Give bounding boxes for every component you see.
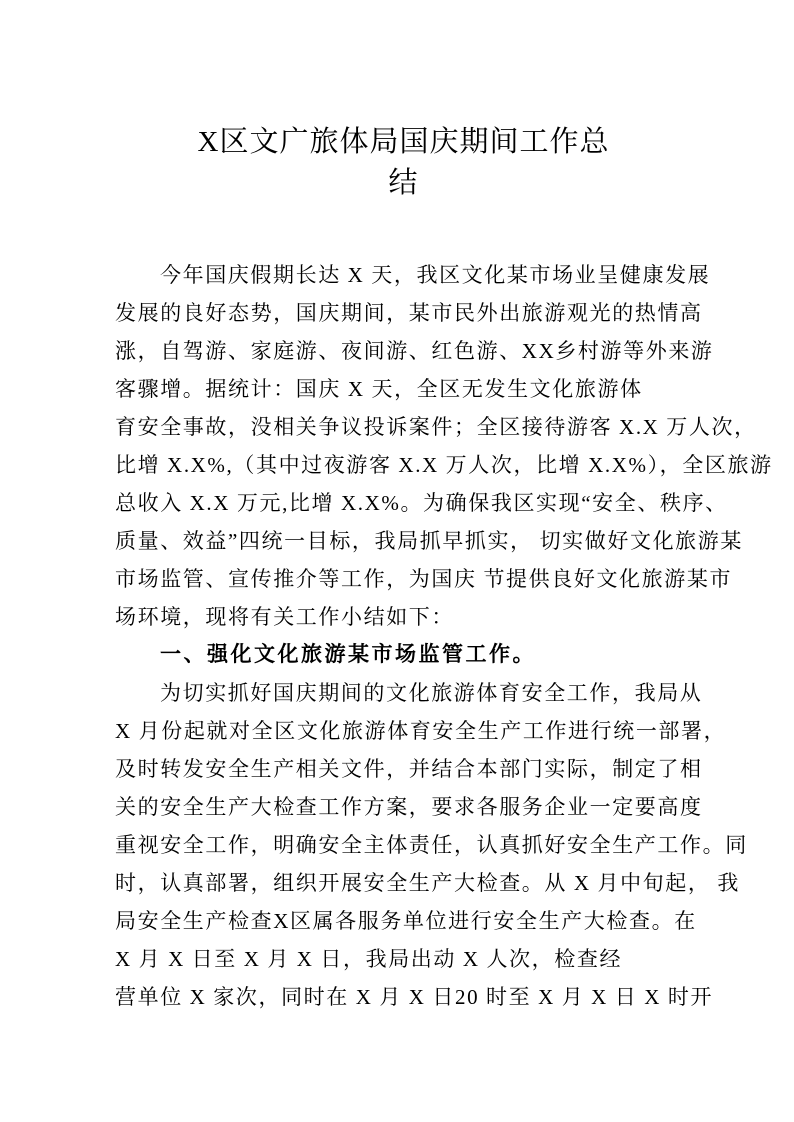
text-line: X 月 X 日至 X 月 X 日，我局出动 X 人次，检查经 bbox=[115, 947, 623, 971]
text-line: 质量、效益”四统一目标，我局抓早抓实， 切实做好文化旅游某 bbox=[115, 529, 743, 553]
text-line: 关的安全生产大检查工作方案，要求各服务企业一定要高度 bbox=[115, 795, 703, 819]
text-line: 发展的良好态势，国庆期间，某市民外出旅游观光的热情高 bbox=[115, 301, 703, 325]
text-line: 比增 X.X%,（其中过夜游客 X.X 万人次，比增 X.X%），全区旅游 bbox=[115, 453, 773, 477]
text-line: 总收入 X.X 万元,比增 X.X%。为确保我区实现“安全、秩序、 bbox=[115, 491, 728, 515]
text-line: 局安全生产检查X区属各服务单位进行安全生产大检查。在 bbox=[115, 909, 697, 933]
text-line: 客骤增。据统计：国庆 X 天，全区无发生文化旅游体 bbox=[115, 377, 643, 401]
section-heading-1: 一、强化文化旅游某市场监管工作。 bbox=[160, 643, 536, 666]
text-line: 重视安全工作，明确安全主体责任，认真抓好安全生产工作。同 bbox=[115, 833, 748, 857]
text-line: 营单位 X 家次，同时在 X 月 X 日20 时至 X 月 X 日 X 时开 bbox=[115, 985, 714, 1009]
text-line: 为切实抓好国庆期间的文化旅游体育安全工作，我局从 bbox=[160, 681, 703, 705]
document-title-line-1: X区文广旅体局国庆期间工作总 bbox=[197, 126, 610, 158]
text-line: 市场监管、宣传推介等工作，为国庆 节提供良好文化旅游某市 bbox=[115, 567, 733, 591]
text-line: 时，认真部署，组织开展安全生产大检查。从 X 月中旬起， 我 bbox=[115, 871, 740, 895]
document-title bbox=[115, 122, 692, 204]
text-line: 场环境，现将有关工作小结如下： bbox=[115, 605, 454, 629]
text-line: 育安全事故，没相关争议投诉案件；全区接待游客 X.X 万人次， bbox=[115, 415, 757, 439]
document-title-line-2: 结 bbox=[388, 167, 419, 199]
paragraph-1 bbox=[115, 256, 773, 636]
text-line: 今年国庆假期长达 X 天，我区文化某市场业呈健康发展 bbox=[160, 263, 711, 287]
text-line: 及时转发安全生产相关文件，并结合本部门实际，制定了相 bbox=[115, 757, 703, 781]
text-line: 涨，自驾游、家庭游、夜间游、红色游、XX乡村游等外来游 bbox=[115, 339, 714, 363]
text-line: X 月份起就对全区文化旅游体育安全生产工作进行统一部署， bbox=[115, 719, 727, 743]
paragraph-2 bbox=[115, 674, 748, 1016]
